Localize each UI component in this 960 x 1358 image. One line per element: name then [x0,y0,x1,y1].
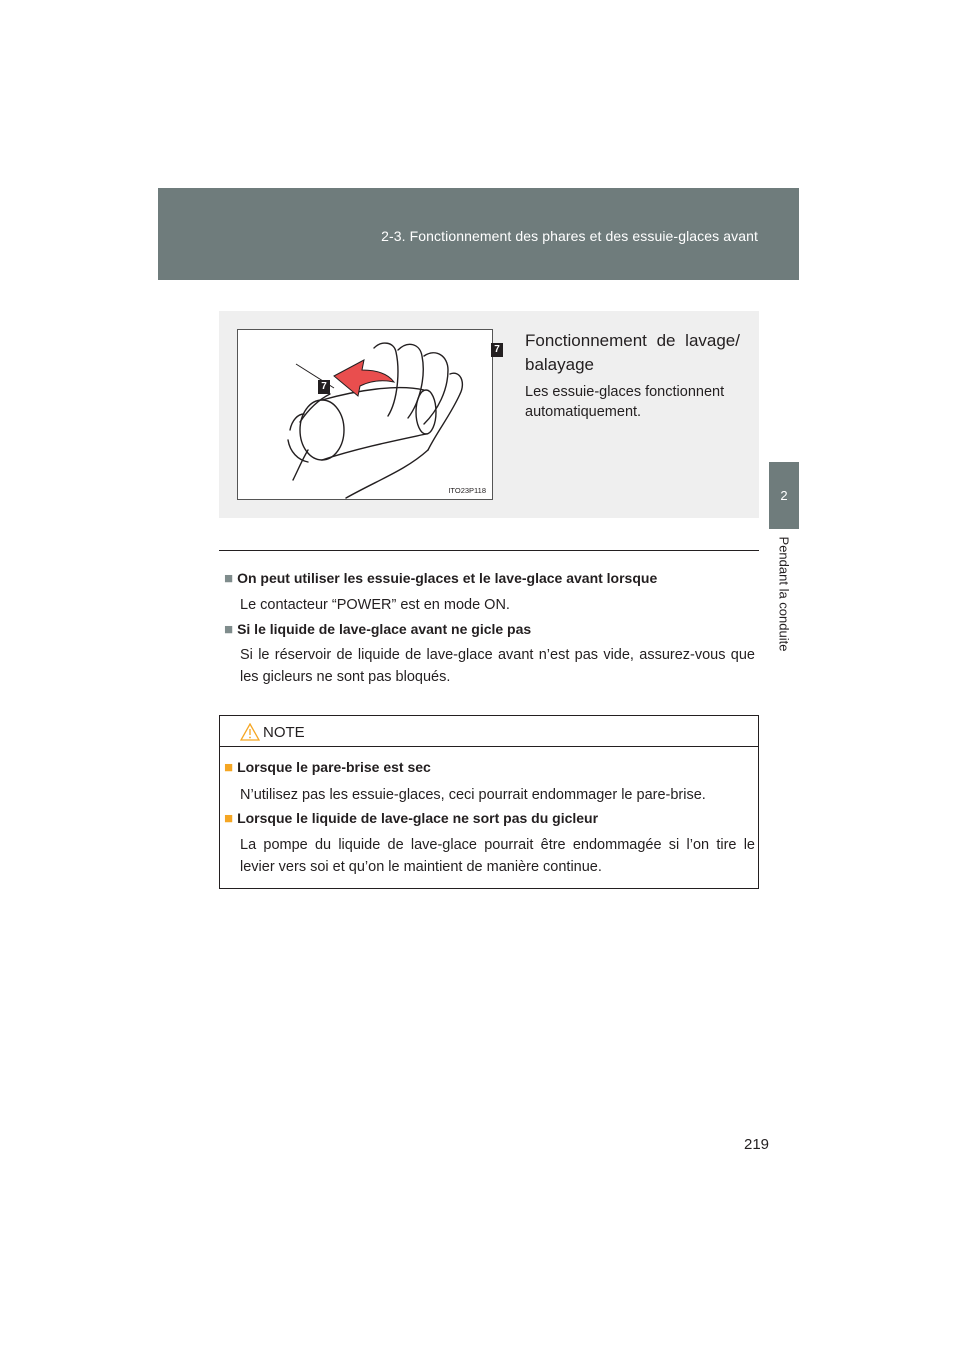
caption-marker: 7 [491,343,503,357]
bullet-square-icon: ■ [224,759,234,776]
note-heading [224,759,431,776]
note-heading [224,810,598,827]
caption-title: Fonctionnement de lavage/ balayage [525,331,740,374]
hand-lever-drawing [238,330,492,499]
note-header [220,716,758,747]
figure-panel [219,311,759,518]
note-body: La pompe du liquide de lave-glace pourrait être endommagée si l’on tire le levier vers soi et qu’on le maintient de manière continue. [240,837,755,875]
note-box [219,715,759,889]
page-number: 219 [744,1136,770,1153]
note-heading-text: Lorsque le liquide de lave-glace ne sort pas du gicleur [237,810,599,826]
note-label: NOTE [263,724,305,741]
bullet-square-icon: ■ [224,570,234,587]
figure-marker: 7 [318,380,330,394]
warning-triangle-icon [240,723,260,741]
figure-code: ITO23P118 [448,486,486,495]
section-divider [219,550,759,551]
info-body: Le contacteur “POWER” est en mode ON. [240,597,510,613]
info-body: Si le réservoir de liquide de lave-glace avant n’est pas vide, assurez-vous que les gicleurs ne sont pas bloqués. [240,647,755,685]
bullet-square-icon: ■ [224,810,234,827]
caption-text: Les essuie-glaces fonctionnent automatiquement. [525,384,725,420]
info-heading-text: Si le liquide de lave-glace avant ne gicle pas [237,621,532,637]
section-title: 2-3. Fonctionnement des phares et des essuie-glaces avant [381,228,758,244]
info-heading [224,570,657,587]
info-heading [224,621,531,638]
info-heading-text: On peut utiliser les essuie-glaces et le lave-glace avant lorsque [237,570,658,586]
chapter-number: 2 [780,488,788,503]
note-body: N’utilisez pas les essuie-glaces, ceci pourrait endommager le pare-brise. [240,787,706,803]
bullet-square-icon: ■ [224,621,234,638]
chapter-label: Pendant la conduite [776,536,792,652]
note-heading-text: Lorsque le pare-brise est sec [237,759,431,775]
header-band [158,188,799,280]
wiper-lever-illustration [237,329,493,500]
